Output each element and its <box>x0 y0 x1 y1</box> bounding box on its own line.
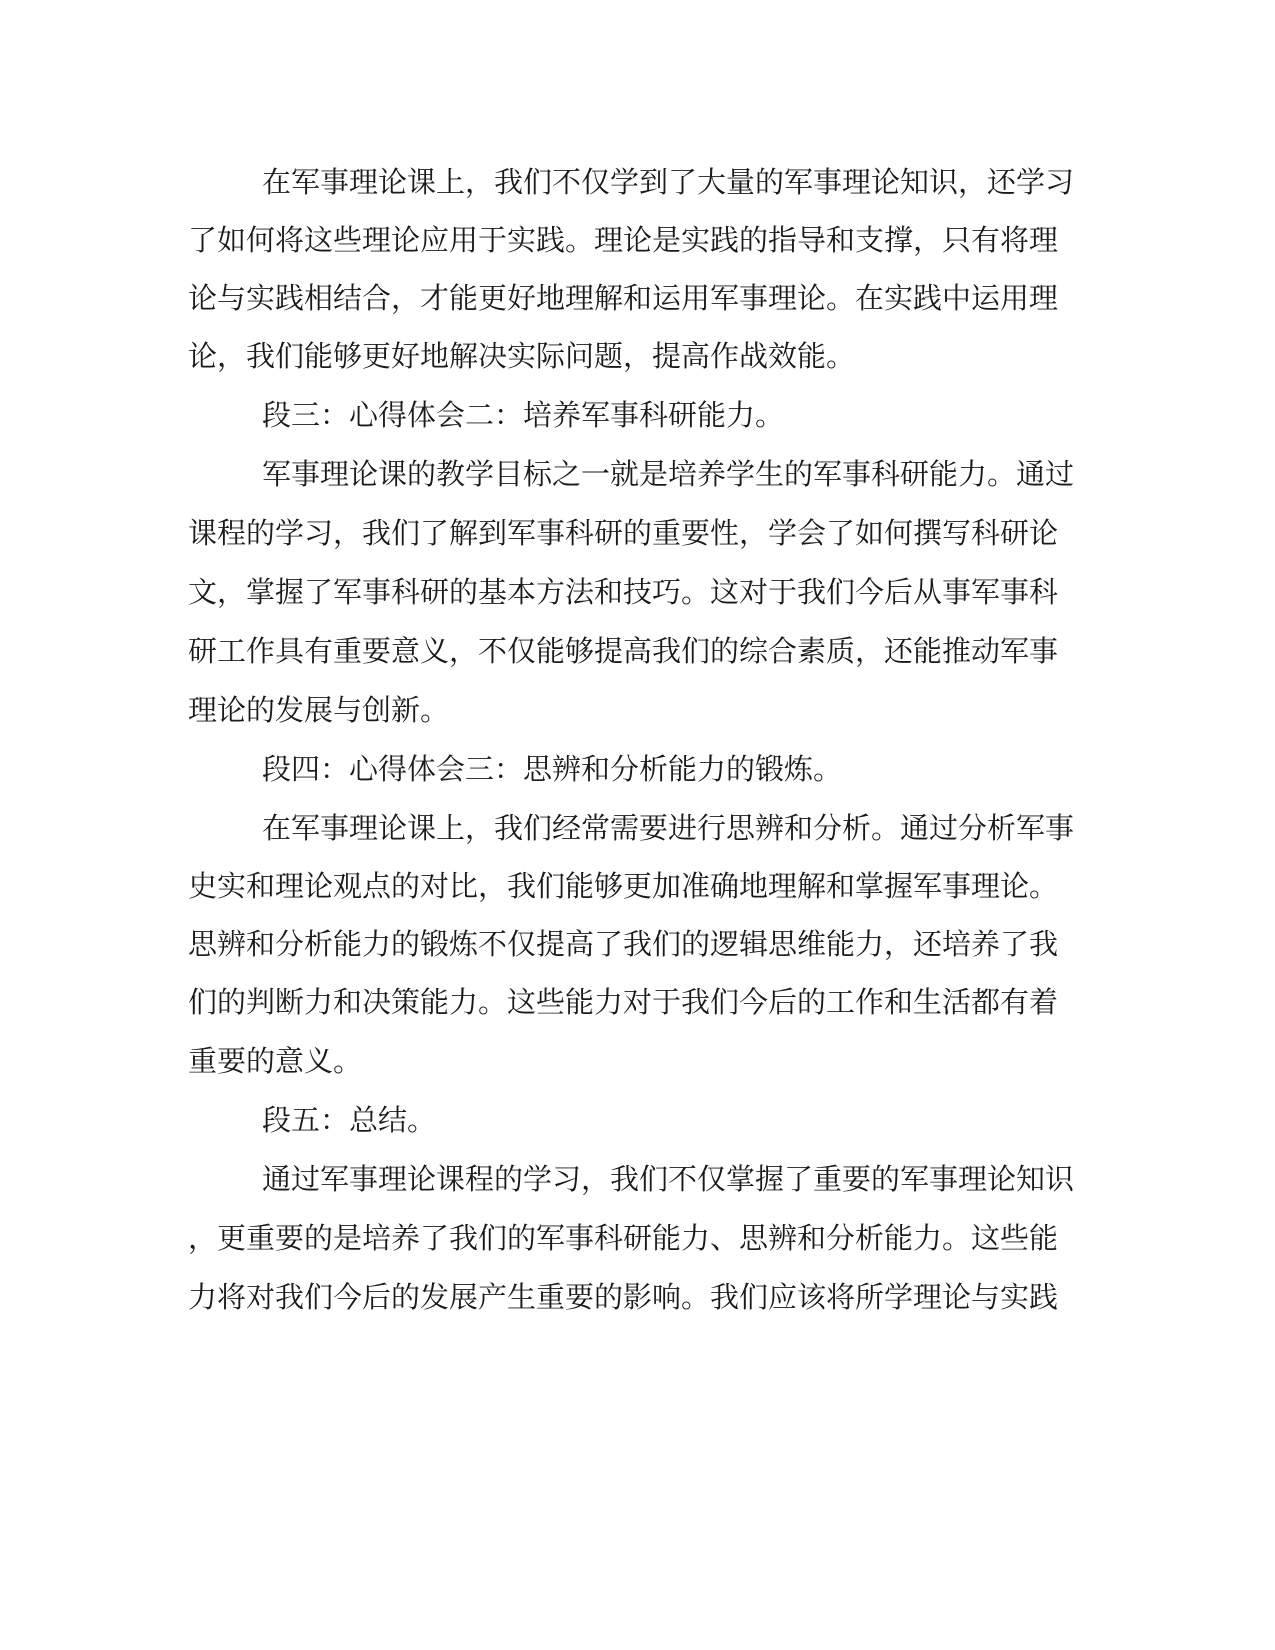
paragraph-line: 课程的学习，我们了解到军事科研的重要性，学会了如何撰写科研论 <box>188 516 1059 550</box>
paragraph-line: 在军事理论课上，我们经常需要进行思辨和分析。通过分析军事 <box>262 811 1075 845</box>
section-heading: 段五：总结。 <box>262 1103 437 1137</box>
paragraph-line: 理论的发展与创新。 <box>188 693 450 727</box>
paragraph-line: 思辨和分析能力的锻炼不仅提高了我们的逻辑思维能力，还培养了我 <box>188 927 1059 961</box>
paragraph-line: 力将对我们今后的发展产生重要的影响。我们应该将所学理论与实践 <box>188 1280 1059 1314</box>
paragraph-line: 在军事理论课上，我们不仅学到了大量的军事理论知识，还学习 <box>262 165 1075 199</box>
paragraph-line: 文，掌握了军事科研的基本方法和技巧。这对于我们今后从事军事科 <box>188 575 1059 609</box>
paragraph-line: 研工作具有重要意义，不仅能够提高我们的综合素质，还能推动军事 <box>188 634 1059 668</box>
paragraph-line: 们的判断力和决策能力。这些能力对于我们今后的工作和生活都有着 <box>188 985 1059 1019</box>
paragraph-line: 论，我们能够更好地解决实际问题，提高作战效能。 <box>188 339 856 373</box>
section-heading: 段四：心得体会三：思辨和分析能力的锻炼。 <box>262 752 843 786</box>
paragraph-line: ，更重要的是培养了我们的军事科研能力、思辨和分析能力。这些能 <box>188 1221 1059 1255</box>
paragraph-line: 通过军事理论课程的学习，我们不仅掌握了重要的军事理论知识 <box>262 1162 1075 1196</box>
section-heading: 段三：心得体会二：培养军事科研能力。 <box>262 398 785 432</box>
paragraph-line: 了如何将这些理论应用于实践。理论是实践的指导和支撑，只有将理 <box>188 223 1059 257</box>
paragraph-line: 重要的意义。 <box>188 1044 363 1078</box>
paragraph-line: 论与实践相结合，才能更好地理解和运用军事理论。在实践中运用理 <box>188 281 1059 315</box>
paragraph-line: 军事理论课的教学目标之一就是培养学生的军事科研能力。通过 <box>262 457 1075 491</box>
paragraph-line: 史实和理论观点的对比，我们能够更加准确地理解和掌握军事理论。 <box>188 869 1059 903</box>
